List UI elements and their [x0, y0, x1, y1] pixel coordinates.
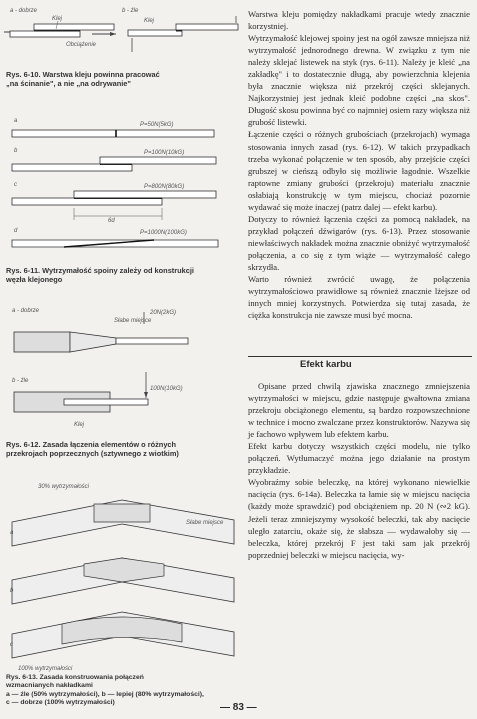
fig610-label-obciazenie: Obciążenie — [66, 42, 97, 48]
section-title-text: Efekt karbu — [300, 359, 352, 370]
figure-6-11 — [4, 104, 244, 264]
fig612-caption-line1: Rys. 6-12. Zasada łączenia elementów o różnych — [6, 440, 177, 449]
fig610-caption-line1: Rys. 6-10. Warstwa kleju powinna pracować — [6, 70, 160, 79]
fig612-caption — [6, 440, 179, 459]
fig613-label-weak: Słabe miejsce — [186, 520, 224, 526]
fig611-letter-c: c — [14, 182, 17, 188]
paragraph: Efekt karbu dotyczy wszystkich części modelu, nie tylko połączeń. Wytłumaczyć można jego działanie na prostym przykładzie. — [248, 441, 470, 476]
fig613-caption — [6, 674, 204, 708]
fig613-letter-b: b — [10, 588, 14, 594]
fig613-caption-line2: wzmacnianych nakładkami — [6, 682, 93, 690]
fig611-letter-d: d — [14, 228, 18, 234]
section-title — [248, 356, 472, 370]
paragraph: Wytrzymałość klejowej spoiny jest na ogół zawsze mniejsza niż wytrzymałość jednorodnego drewna. W związku z tym nie należy sklejać listewek na styk (rys. 6-11). Należy je kleić „na zakładkę" i to dostatecznie długą, aby powierzchnia klejenia była znacznie większa niż przekrój części sklejanych. Najkorzystniej jest jednak kleić podobne części „na skos". Długość skosu powinna być co najmniej osiem razy większa niż grubość listewki. — [248, 33, 470, 128]
fig613-label-30: 30% wytrzymałości — [38, 484, 90, 490]
fig610-label-klej-a: Klej — [52, 16, 63, 22]
fig611-letter-b: b — [14, 148, 18, 154]
figure-6-12 — [4, 296, 244, 436]
fig613-caption-line3: a — źle (50% wytrzymałości), b — lepiej (80% wytrzymałości), — [6, 690, 204, 698]
fig610-a-lower-plank — [10, 31, 80, 37]
fig611-load-b: P=100N(10kG) — [144, 150, 185, 156]
fig613-caption-line1: Rys. 6-13. Zasada konstruowania połączeń — [6, 674, 144, 681]
fig610-caption-line2: „na ścinanie", a nie „na odrywanie" — [6, 79, 131, 89]
fig611-load-a: P=50N(5kG) — [140, 122, 174, 128]
fig613-letter-c: c — [10, 642, 13, 648]
fig611-load-d: P=1000N(100kG) — [140, 230, 187, 236]
fig611-caption — [6, 266, 194, 285]
fig610-caption — [6, 70, 160, 89]
fig613-letter-a: a — [10, 530, 14, 536]
fig612-label-a: a - dobrze — [12, 308, 40, 314]
fig611-caption-line1: Rys. 6-11. Wytrzymałość spoiny zależy od konstrukcji — [6, 266, 194, 275]
fig612-label-klej: Klej — [74, 422, 85, 428]
fig611-letter-a: a — [14, 118, 18, 124]
fig611-load-c: P=800N(80kG) — [144, 184, 185, 190]
fig613-label-100: 100% wytrzymałości — [18, 666, 73, 672]
paragraph: Warstwa kleju pomiędzy nakładkami pracuje wtedy znacznie korzystniej. — [248, 9, 470, 32]
paragraph: Warto również zwrócić uwagę, że połączenia wytrzymałościowo prawidłowe są również znacznie lżejsze od innych mniej korzystnych. Potwierdza się tutaj zasada, że ciężka konstrukcja nie zawsze musi być mocna. — [248, 274, 470, 321]
fig611-caption-line2: węzła klejonego — [6, 275, 63, 285]
fig610-b-left-plank — [128, 30, 182, 36]
fig610-label-b: b - źle — [122, 8, 139, 14]
fig610-b-right-plank — [176, 24, 238, 30]
paragraph: Opisane przed chwilą zjawiska znacznego zmniejszenia wytrzymałości w miejscu, gdzie następuje gwałtowna zmiana przekroju obciążonego elementu, są bardzo rozpowszechnione w technice i mocno zwalczane przez konstruktorów. Nazywa się je fachowo wpływem lub efektem karbu. — [248, 381, 470, 440]
section-body — [248, 380, 470, 561]
figure-6-13 — [4, 464, 244, 674]
fig610-label-klej-b: Klej — [144, 18, 155, 24]
paragraph: Łączenie części o różnych grubościach (przekrojach) wymaga stosowania innych zasad (rys. 6-12). W takich przypadkach trzeba wykonać połączenie w ten sposób, aby przejście części grubszej w cieńszą odbyło się możliwie łagodnie. Wszelkie raptowne zmiany grubości (przekroju) materiału znacznie osłabiają konstrukcję w tym miejscu, chociaż pozornie wydawać się może inaczej (patrz dalej — efekt karbu). — [248, 129, 470, 212]
fig612-label-b: b - źle — [12, 378, 29, 384]
fig610-a-upper-plank — [34, 24, 114, 30]
paragraph: Dotyczy to również łączenia części za pomocą nakładek, na przykład połączeń dźwigarów (rys. 6-13). Przez stosowanie niewłaściwych nakładek można znacznie obniżyć wytrzymałość połączenia, a co się z tym wiąże — wytrzymałość całego skrzydła. — [248, 213, 470, 272]
fig611-dim-label: 6d — [108, 218, 115, 224]
fig612-load-a: 20N(2kG) — [150, 310, 177, 316]
fig610-label-a: a - dobrze — [10, 8, 38, 14]
fig613-caption-line4: c — dobrze (100% wytrzymałości) — [6, 699, 115, 707]
figure-6-10 — [4, 4, 244, 72]
fig612-label-weak: Słabe miejsce — [114, 318, 152, 324]
fig612-load-b: 100N(10kG) — [150, 386, 183, 392]
fig612-caption-line2: przekrojach poprzecznych (sztywnego z wiotkim) — [6, 449, 179, 459]
paragraph: Wyobraźmy sobie beleczkę, na której wykonano niewielkie nacięcia (rys. 6-14a). Beleczka ta łamie się w miejscu nacięcia (każdy może sprawdzić) pod obciążeniem np. 20 N (∾2 kG). Jeżeli teraz zmniejszymy wysokość beleczki, tak aby nacięcie uległo zatarciu, okaże się, że słabsza — wydawałoby się — beleczka, której przekrój F jest taki sam jak przekrój poprzedniej beleczki w miejscu nacięcia, wy- — [248, 477, 470, 560]
page-number: — 83 — — [220, 702, 257, 713]
right-column-text — [248, 8, 470, 321]
